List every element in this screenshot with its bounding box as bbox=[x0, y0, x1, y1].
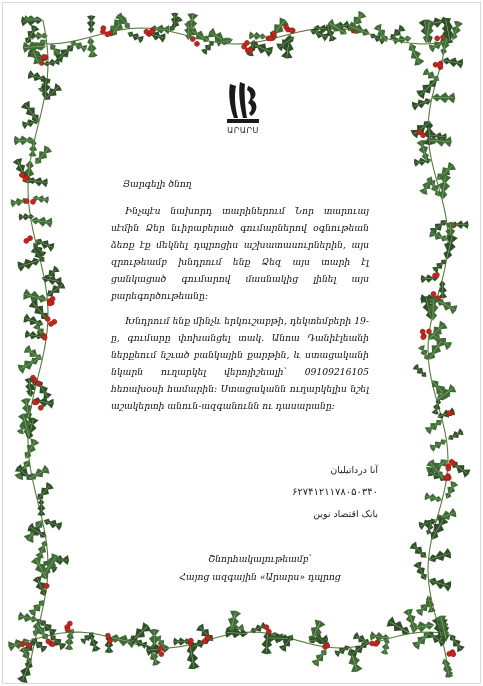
holly-leaf bbox=[427, 548, 453, 566]
payment-details bbox=[292, 460, 378, 526]
holly-leaf bbox=[412, 363, 429, 380]
holly-berry bbox=[444, 475, 449, 480]
holly-berry bbox=[426, 329, 431, 334]
holly-leaf bbox=[28, 175, 49, 187]
holly-leaf bbox=[311, 646, 330, 667]
holly-berry bbox=[36, 381, 41, 386]
holly-leaf bbox=[85, 36, 98, 58]
closing-school: Հայոց ազգային «Արարս» դպրոց bbox=[179, 572, 341, 583]
holly-berry bbox=[202, 639, 207, 644]
holly-leaf bbox=[21, 437, 40, 461]
holly-berry bbox=[101, 26, 106, 31]
holly-berry bbox=[431, 291, 436, 296]
holly-berry bbox=[289, 28, 294, 33]
holly-berry bbox=[24, 238, 29, 243]
holly-berry bbox=[420, 329, 425, 334]
holly-berry bbox=[248, 48, 253, 53]
holly-leaf bbox=[446, 632, 465, 653]
holly-berry bbox=[244, 40, 249, 45]
holly-leaf bbox=[334, 643, 352, 658]
holly-berry bbox=[105, 32, 110, 37]
holly-berry bbox=[144, 29, 149, 34]
school-logo-icon bbox=[218, 78, 268, 126]
paragraph-1: Ինչպէս նախորդ տարիներում Նոր տարուայ սէմին Ձեր նւիրաբերած գումարներով օգնութեան ձեռք էք մեկնել դպրոցիս աշխատասուրներին, այս զրութեամբ խնդրում ենք Ձեզ այս տարի էլ ցանկացած գումարով մասնակից լինել այս բարեգործութեանը: bbox=[111, 206, 369, 302]
recipient-name: آنا درداتیلیان bbox=[330, 465, 378, 476]
holly-berry bbox=[107, 638, 112, 643]
holly-berry bbox=[42, 335, 47, 340]
holly-leaf bbox=[42, 516, 63, 531]
holly-berry bbox=[30, 199, 35, 204]
holly-leaf bbox=[405, 41, 425, 67]
holly-leaf bbox=[409, 541, 430, 561]
holly-berry bbox=[437, 62, 442, 67]
holly-berry bbox=[149, 29, 154, 34]
holly-berry bbox=[158, 645, 163, 650]
holly-berry bbox=[105, 633, 110, 638]
holly-berry bbox=[190, 36, 195, 41]
holly-leaf bbox=[424, 492, 443, 504]
letter-body bbox=[111, 176, 369, 423]
holly-leaf bbox=[249, 31, 267, 41]
holly-berry bbox=[325, 643, 330, 648]
holly-berry bbox=[26, 642, 31, 647]
closing-thanks: Շնորհակալութեամբ՝ bbox=[208, 554, 312, 565]
holly-berry bbox=[451, 652, 456, 657]
holly-berry bbox=[159, 651, 164, 656]
holly-berry bbox=[449, 459, 454, 464]
holly-leaf bbox=[429, 436, 449, 452]
holly-berry bbox=[20, 642, 25, 647]
holly-berry bbox=[194, 41, 199, 46]
holly-leaf bbox=[441, 55, 464, 69]
holly-berry bbox=[23, 176, 28, 181]
holly-berry bbox=[421, 334, 426, 339]
holly-berry bbox=[38, 405, 43, 410]
holly-berry bbox=[41, 54, 46, 59]
holly-leaf bbox=[37, 498, 45, 515]
holly-berry bbox=[266, 629, 271, 634]
holly-berry bbox=[271, 31, 276, 36]
school-logo bbox=[218, 78, 268, 142]
holly-leaf bbox=[126, 29, 145, 44]
holly-berry bbox=[47, 301, 52, 306]
closing bbox=[140, 551, 380, 587]
salutation: Յարգելի ծնող bbox=[123, 179, 192, 190]
holly-berry bbox=[283, 24, 288, 29]
holly-leaf bbox=[440, 657, 454, 677]
logo-text: ԱՐԱՐՍ bbox=[227, 126, 259, 135]
paragraph-2: Խնդրում ենք մինչև երկուշաբթի, դեկտեմբերի 19-ը, գումարը փոխանցել տակ. Անոա Դանիէլեանի ներքեում նշւած բանկային քարթին, և ստացականի նկարն ուղարկել վերոյիշեալի՝ 09109216105 հեռախօսի համարին: Ստացականն ուղարկելիս նշել աշակերտի անուն-ազգանունն ու դասարանը: bbox=[111, 316, 369, 412]
holly-berry bbox=[446, 466, 451, 471]
holly-berry bbox=[370, 641, 375, 646]
holly-berry bbox=[32, 400, 37, 405]
holly-berry bbox=[268, 36, 273, 41]
holly-berry bbox=[417, 130, 422, 135]
holly-leaf bbox=[413, 561, 430, 583]
holly-leaf bbox=[17, 658, 37, 684]
holly-leaf bbox=[427, 575, 453, 592]
holly-berry bbox=[45, 316, 50, 321]
card-number: ۶۲۷۴۱۲۱۱۷۸۰۵۰۳۴۰ bbox=[292, 487, 378, 498]
bank-name: بانک اقتصاد نوین bbox=[313, 509, 378, 520]
holly-berry bbox=[435, 36, 440, 41]
holly-leaf bbox=[432, 92, 456, 104]
holly-leaf bbox=[446, 428, 464, 443]
holly-berry bbox=[434, 272, 439, 277]
holly-berry bbox=[188, 638, 193, 643]
holly-berry bbox=[48, 321, 53, 326]
holly-berry bbox=[447, 411, 452, 416]
holly-berry bbox=[24, 198, 29, 203]
holly-berry bbox=[65, 627, 70, 632]
holly-leaf bbox=[87, 15, 96, 33]
holly-berry bbox=[46, 639, 51, 644]
